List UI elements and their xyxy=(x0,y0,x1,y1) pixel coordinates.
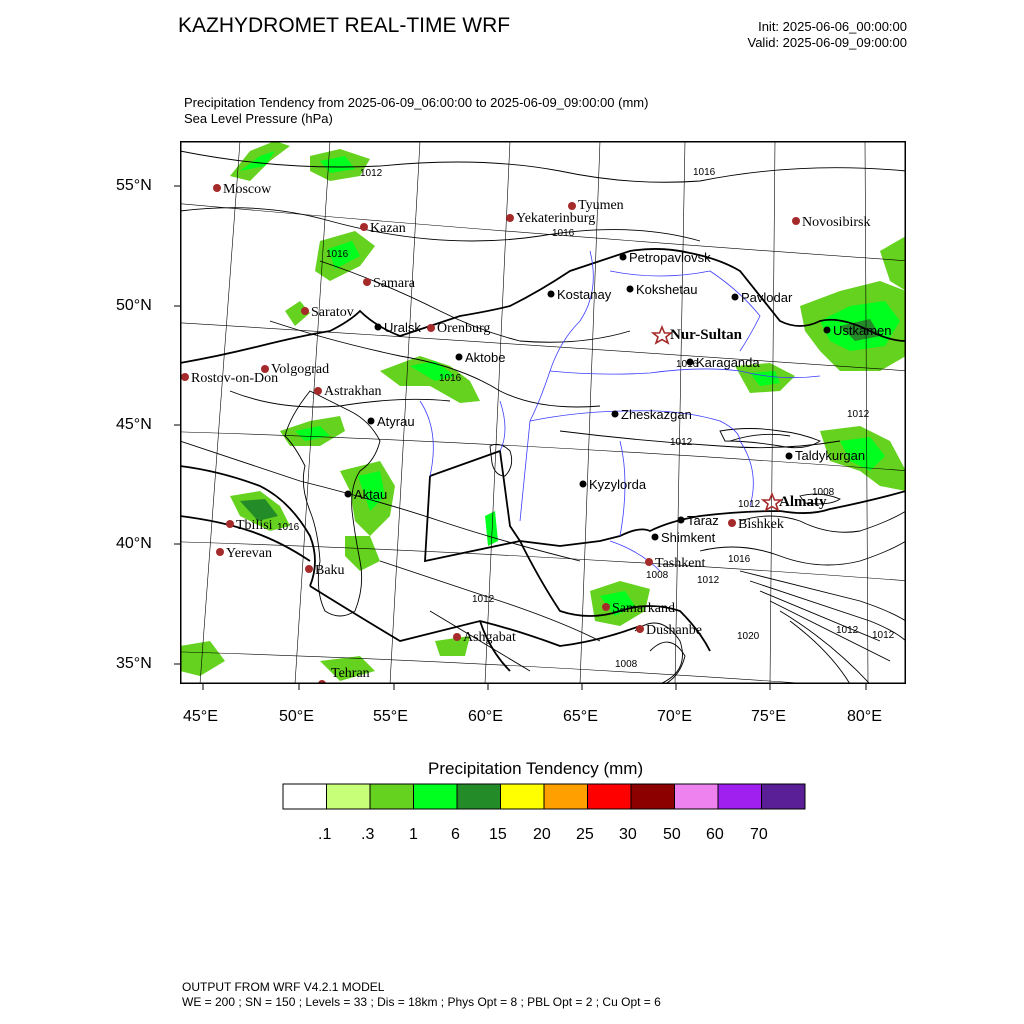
lon-label-75: 75°E xyxy=(751,708,786,725)
isobar-label: 1008 xyxy=(646,570,669,581)
colorbar-swatch xyxy=(718,784,762,809)
city-label-rostov: Rostov-on-Don xyxy=(191,371,279,386)
colorbar-label: 25 xyxy=(576,826,594,843)
colorbar-label: 6 xyxy=(451,826,460,843)
colorbar-swatch xyxy=(762,784,806,809)
city-label-ust-kamenogorsk: Ustkamen xyxy=(833,323,892,338)
colorbar-swatch xyxy=(631,784,675,809)
isobar-label: 1008 xyxy=(812,487,835,498)
isobar-label: 1016 xyxy=(552,228,575,239)
city-label-bishkek: Bishkek xyxy=(738,517,784,532)
lat-label-45: 45°N xyxy=(116,416,152,433)
isobar-label: 1012 xyxy=(847,409,870,420)
isobar-label: 1016 xyxy=(326,249,349,260)
isobar-label: 1016 xyxy=(277,522,300,533)
colorbar-label: .3 xyxy=(361,826,375,843)
lat-label-35: 35°N xyxy=(116,655,152,672)
city-label-dushanbe: Dushanbe xyxy=(646,623,702,638)
colorbar-label: 1 xyxy=(409,826,418,843)
city-label-aktau: Aktau xyxy=(354,487,388,502)
city-label-tashkent: Tashkent xyxy=(655,556,706,571)
isobar-label: 1016 xyxy=(439,373,462,384)
city-label-moscow: Moscow xyxy=(223,182,272,197)
city-label-pavlodar: Pavlodar xyxy=(741,290,793,305)
city-label-samara: Samara xyxy=(373,276,415,291)
city-label-kostanay: Kostanay xyxy=(557,287,612,302)
colorbar-swatch xyxy=(501,784,545,809)
lon-label-65: 65°E xyxy=(563,708,598,725)
city-label-uralsk: Uralsk xyxy=(384,320,421,335)
city-label-karaganda: Karaganda xyxy=(696,355,760,370)
isobar-label: 1012 xyxy=(872,630,895,641)
model-output-note: OUTPUT FROM WRF V4.2.1 MODEL xyxy=(182,980,385,994)
city-label-astrakhan: Astrakhan xyxy=(324,384,382,399)
city-label-saratov: Saratov xyxy=(311,305,354,320)
lat-label-50: 50°N xyxy=(116,297,152,314)
map-title: KAZHYDROMET REAL-TIME WRF xyxy=(178,14,511,37)
city-label-ashgabat: Ashgabat xyxy=(463,630,516,645)
axis-ticks xyxy=(170,140,916,700)
model-config-note: WE = 200 ; SN = 150 ; Levels = 33 ; Dis = 18km ; Phys Opt = 8 ; PBL Opt = 2 ; Cu Opt = 6 xyxy=(182,995,661,1009)
isobar-label: 1012 xyxy=(360,168,383,179)
isobar-label: 1012 xyxy=(472,594,495,605)
lon-label-50: 50°E xyxy=(279,708,314,725)
colorbar-swatch xyxy=(414,784,458,809)
city-label-petropavlovsk: Petropavlovsk xyxy=(629,250,711,265)
colorbar-label: 20 xyxy=(533,826,551,843)
city-label-aktobe: Aktobe xyxy=(465,350,506,365)
city-label-zheskazgan: Zheskazgan xyxy=(621,407,692,422)
isobar-label: 1012 xyxy=(670,437,693,448)
capital-label-nur-sultan: Nur-Sultan xyxy=(670,327,742,343)
city-label-yerevan: Yerevan xyxy=(226,546,273,561)
city-label-tyumen: Tyumen xyxy=(578,198,624,213)
colorbar-swatch xyxy=(588,784,632,809)
lon-label-55: 55°E xyxy=(373,708,408,725)
lat-label-40: 40°N xyxy=(116,535,152,552)
lon-label-70: 70°E xyxy=(657,708,692,725)
colorbar-label: 50 xyxy=(663,826,681,843)
city-label-baku: Baku xyxy=(315,563,345,578)
colorbar xyxy=(282,783,806,811)
city-label-atyrau: Atyrau xyxy=(377,414,415,429)
colorbar-swatch xyxy=(675,784,719,809)
colorbar-swatch xyxy=(370,784,414,809)
colorbar-label: .1 xyxy=(318,826,332,843)
city-label-kyzylorda: Kyzylorda xyxy=(589,477,647,492)
isobar-label: 1012 xyxy=(836,625,859,636)
colorbar-swatch xyxy=(327,784,371,809)
contour-description: Sea Level Pressure (hPa) xyxy=(184,111,333,126)
city-label-tehran: Tehran xyxy=(331,666,370,681)
city-label-yekaterinburg: Yekaterinburg xyxy=(516,211,596,226)
colorbar-swatch xyxy=(283,784,327,809)
lon-label-45: 45°E xyxy=(183,708,218,725)
isobar-label: 1012 xyxy=(738,499,761,510)
city-label-shimkent: Shimkent xyxy=(661,530,716,545)
isobar-label: 1016 xyxy=(676,359,699,370)
isobar-label: 1012 xyxy=(697,575,720,586)
isobar-label: 1016 xyxy=(728,554,751,565)
colorbar-label: 60 xyxy=(706,826,724,843)
city-label-taldykurgan: Taldykurgan xyxy=(795,448,866,463)
colorbar-swatch xyxy=(544,784,588,809)
city-label-volgograd: Volgograd xyxy=(271,362,330,377)
city-label-orenburg: Orenburg xyxy=(437,321,491,336)
capital-label-almaty: Almaty xyxy=(779,494,827,510)
city-label-novosibirsk: Novosibirsk xyxy=(802,215,871,230)
isobar-label: 1020 xyxy=(737,631,760,642)
lon-label-60: 60°E xyxy=(468,708,503,725)
city-label-tbilisi: Tbilisi xyxy=(236,518,273,533)
colorbar-label: 30 xyxy=(619,826,637,843)
init-time: Init: 2025-06-06_00:00:00 xyxy=(758,19,907,34)
isobar-label: 1008 xyxy=(615,659,638,670)
colorbar-swatch xyxy=(457,784,501,809)
colorbar-label: 70 xyxy=(750,826,768,843)
city-label-kokshetau: Kokshetau xyxy=(636,282,698,297)
city-label-samarkand: Samarkand xyxy=(612,601,675,616)
field-description: Precipitation Tendency from 2025-06-09_06:00:00 to 2025-06-09_09:00:00 (mm) xyxy=(184,95,649,110)
colorbar-label: 15 xyxy=(489,826,507,843)
city-label-taraz: Taraz xyxy=(687,513,719,528)
valid-time: Valid: 2025-06-09_09:00:00 xyxy=(747,35,907,50)
colorbar-title: Precipitation Tendency (mm) xyxy=(428,759,644,778)
lat-label-55: 55°N xyxy=(116,177,152,194)
lon-label-80: 80°E xyxy=(847,708,882,725)
city-label-kazan: Kazan xyxy=(370,221,406,236)
isobar-label: 1016 xyxy=(693,167,716,178)
